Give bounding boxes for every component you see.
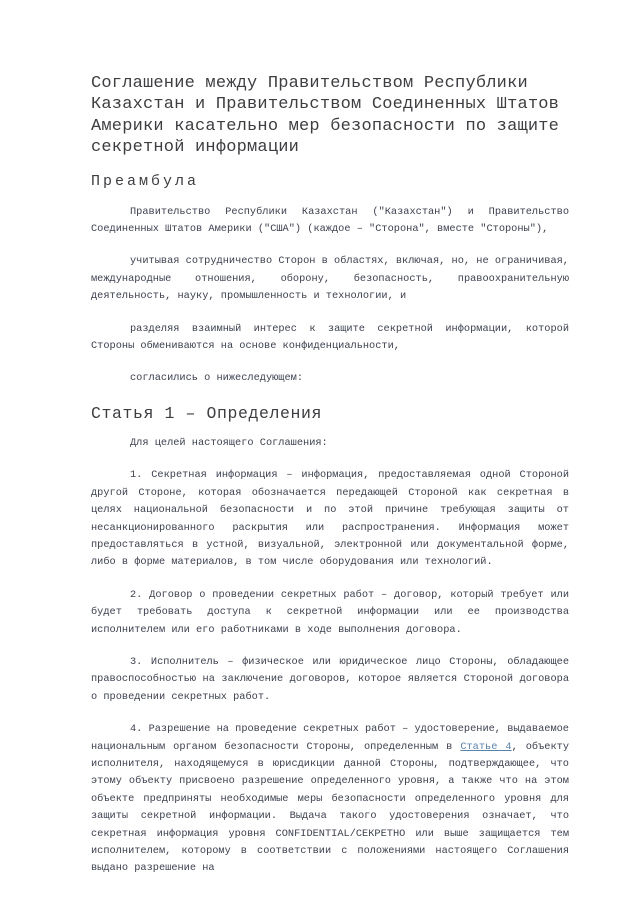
- preamble-paragraph-parties: Правительство Республики Казахстан ("Казахстан") и Правительство Соединенных Штатов Америки ("США") (каждое – "Сторона", вместе "Стороны"),: [91, 205, 569, 236]
- item4-text-after: , объекту исполнителя, находящемуся в юрисдикции данной Стороны, подтверждающее, что этому объекту присвоено разрешение определенного уровня, а также что на этом объекте предприняты необходимые меры безопасности определенного уровня для защиты секретной информации. Выдача такого удостоверения означает, что секретная информация уровня CONFIDENTIAL/СЕКРЕТНО или выше защищается тем исполнителем, которому в соответствии с положениями настоящего Соглашения выдано разрешение на: [91, 740, 570, 875]
- preamble-paragraph-mutual-interest: разделяя взаимный интерес к защите секретной информации, которой Стороны обмениваются на основе конфиденциальности,: [91, 322, 569, 353]
- definition-item-3: 3. Исполнитель – физическое или юридическое лицо Стороны, обладающее правоспособностью на заключение договоров, которое является Стороной договора о проведении секретных работ.: [91, 655, 569, 703]
- definition-item-2: 2. Договор о проведении секретных работ – договор, который требует или будет требовать доступа к секретной информации или ее производства исполнителем или его работниками в ходе выполнения договора.: [91, 588, 569, 636]
- document-title: Соглашение между Правительством Республики Казахстан и Правительством Соединенных Штатов Америки касательно мер безопасности по защите секретной информации: [91, 74, 560, 158]
- preamble-paragraph-agreed: согласились о нижеследующем:: [130, 372, 304, 385]
- article-1-heading: Статья 1 – Определения: [91, 403, 323, 423]
- definition-item-1: 1. Секретная информация – информация, предоставляемая одной Стороной другой Стороне, которая обозначается передающей Стороной как секретная в целях национальной безопасности и по этой причине требующая защиты от несанкционированного раскрытия или распространения. Информация может предоставляться в устной, визуальной, электронной или документальной форме, либо в форме материалов, в том числе оборудования или технологий.: [91, 469, 569, 569]
- preamble-paragraph-cooperation: учитывая сотрудничество Сторон в областях, включая, но, не ограничивая, международные отношения, оборону, безопасность, правоохранительную деятельность, науку, промышленность и технологии, и: [91, 255, 569, 303]
- article-4-link[interactable]: Статье 4: [460, 740, 512, 753]
- article-1-intro: Для целей настоящего Соглашения:: [130, 436, 328, 449]
- preamble-heading: Преамбула: [91, 172, 200, 190]
- item4-text-before: 4. Разрешение на проведение секретных работ – удостоверение, выдаваемое национальным органом безопасности Стороны, определенным в: [91, 723, 569, 753]
- definition-item-4: [91, 721, 569, 878]
